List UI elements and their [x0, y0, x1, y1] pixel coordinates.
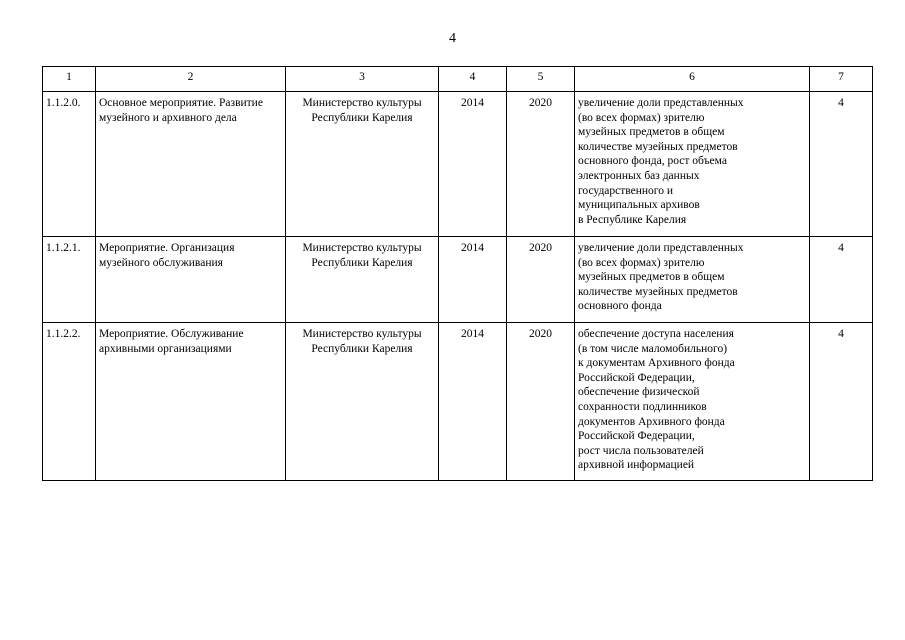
page-number: 4	[449, 31, 456, 46]
column-header: 6	[575, 67, 810, 92]
row-executor-line: Министерство культуры	[302, 242, 422, 254]
column-header: 4	[439, 67, 507, 92]
row-name-line: музейного обслуживания	[99, 256, 223, 269]
row-result-line: основного фонда	[578, 300, 662, 313]
row-result-line: музейных предметов в общем	[578, 126, 725, 139]
row-result-line: электронных баз данных	[578, 169, 700, 182]
row-executor	[286, 237, 439, 323]
row-name-line: музейного и архивного дела	[99, 111, 237, 124]
row-result-line: музейных предметов в общем	[578, 271, 725, 284]
row-result-line: количестве музейных предметов	[578, 285, 738, 298]
row-result-line: Российской Федерации,	[578, 371, 695, 384]
row-indicator: 4	[810, 237, 873, 323]
row-start-year: 2014	[439, 237, 507, 323]
row-result-line: увеличение доли представленных	[578, 97, 744, 109]
column-header: 1	[43, 67, 96, 92]
row-result-line: (в том числе маломобильного)	[578, 342, 728, 355]
row-result-line: к документам Архивного фонда	[578, 357, 735, 370]
row-result-line: основного фонда, рост объема	[578, 155, 727, 168]
row-result-line: государственного и	[578, 184, 674, 197]
table-row	[43, 92, 873, 237]
row-code: 1.1.2.1.	[43, 237, 96, 323]
row-result	[575, 237, 810, 323]
row-end-year: 2020	[507, 323, 575, 481]
row-executor-line: Министерство культуры	[302, 97, 422, 109]
row-end-year: 2020	[507, 92, 575, 237]
table-row	[43, 237, 873, 323]
row-name	[96, 323, 286, 481]
row-result-line: муниципальных архивов	[578, 199, 700, 212]
row-indicator: 4	[810, 92, 873, 237]
row-indicator: 4	[810, 323, 873, 481]
row-result-line: сохранности подлинников	[578, 400, 707, 413]
column-header: 3	[286, 67, 439, 92]
row-result	[575, 92, 810, 237]
row-code: 1.1.2.0.	[43, 92, 96, 237]
row-name-line: Мероприятие. Обслуживание	[99, 328, 244, 340]
row-result	[575, 323, 810, 481]
row-name-line: архивными организациями	[99, 342, 232, 355]
program-table	[42, 66, 873, 481]
row-result-line: обеспечение доступа населения	[578, 328, 734, 340]
row-result-line: Российской Федерации,	[578, 430, 695, 443]
row-result-line: (во всех формах) зрителю	[578, 256, 705, 269]
row-result-line: рост числа пользователей	[578, 444, 704, 457]
row-executor-line: Республики Карелия	[311, 256, 413, 269]
row-name-line: Мероприятие. Организация	[99, 242, 235, 254]
row-result-line: увеличение доли представленных	[578, 242, 744, 254]
table-row	[43, 323, 873, 481]
column-header: 5	[507, 67, 575, 92]
row-start-year: 2014	[439, 323, 507, 481]
row-executor-line: Республики Карелия	[311, 342, 413, 355]
row-result-line: обеспечение физической	[578, 386, 700, 399]
row-end-year: 2020	[507, 237, 575, 323]
column-header: 7	[810, 67, 873, 92]
row-name-line: Основное мероприятие. Развитие	[99, 97, 263, 109]
row-executor	[286, 323, 439, 481]
row-executor-line: Республики Карелия	[311, 111, 413, 124]
row-start-year: 2014	[439, 92, 507, 237]
column-header: 2	[96, 67, 286, 92]
row-name	[96, 237, 286, 323]
row-result-line: в Республике Карелия	[578, 213, 687, 226]
row-result-line: документов Архивного фонда	[578, 415, 725, 428]
row-result-line: (во всех формах) зрителю	[578, 111, 705, 124]
row-result-line: количестве музейных предметов	[578, 140, 738, 153]
header-row	[43, 67, 873, 92]
row-executor-line: Министерство культуры	[302, 328, 422, 340]
row-code: 1.1.2.2.	[43, 323, 96, 481]
row-executor	[286, 92, 439, 237]
row-result-line: архивной информацией	[578, 459, 695, 472]
row-name	[96, 92, 286, 237]
